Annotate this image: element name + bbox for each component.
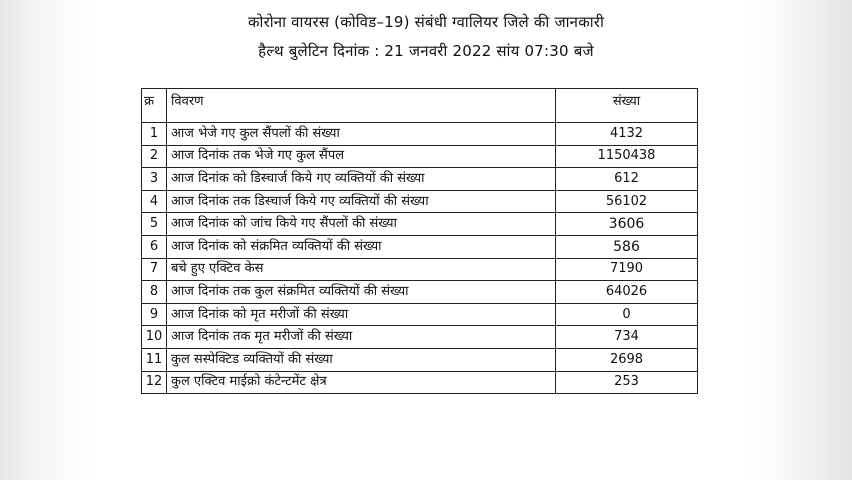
row-count: 56102 — [556, 190, 698, 213]
table-row — [142, 326, 698, 349]
table-row — [142, 281, 698, 304]
row-description: कुल सस्पेक्टिड व्यक्तियों की संख्या — [167, 348, 556, 371]
row-description: कुल एक्टिव माईक्रो कंटेन्टमेंट क्षेत्र — [167, 371, 556, 394]
row-description: बचे हुए एक्टिव केस — [167, 258, 556, 281]
row-description: आज दिनांक तक कुल संक्रमित व्यक्तियों की संख्या — [167, 281, 556, 304]
row-serial-no: 7 — [142, 258, 167, 281]
covid-bulletin-table — [141, 88, 698, 394]
table-row — [142, 168, 698, 191]
row-serial-no: 6 — [142, 235, 167, 258]
row-description: आज दिनांक को डिस्चार्ज किये गए व्यक्तियों की संख्या — [167, 168, 556, 191]
table-row — [142, 123, 698, 146]
row-serial-no: 10 — [142, 326, 167, 349]
row-count: 3606 — [556, 213, 698, 236]
right-page-shadow — [742, 0, 852, 480]
row-count: 0 — [556, 303, 698, 326]
row-description: आज दिनांक तक मृत मरीजों की संख्या — [167, 326, 556, 349]
header-count: संख्या — [556, 89, 698, 123]
row-serial-no: 2 — [142, 145, 167, 168]
row-count: 586 — [556, 235, 698, 258]
row-serial-no: 1 — [142, 123, 167, 146]
row-count: 612 — [556, 168, 698, 191]
row-description: आज दिनांक को जांच किये गए सैंपलों की संख्या — [167, 213, 556, 236]
row-count: 7190 — [556, 258, 698, 281]
header-serial-no: क्र — [142, 89, 167, 123]
table-row — [142, 145, 698, 168]
row-description: आज दिनांक तक भेजे गए कुल सैंपल — [167, 145, 556, 168]
row-count: 4132 — [556, 123, 698, 146]
row-count: 64026 — [556, 281, 698, 304]
table-row — [142, 348, 698, 371]
row-count: 253 — [556, 371, 698, 394]
row-serial-no: 11 — [142, 348, 167, 371]
table-row — [142, 371, 698, 394]
row-description: आज भेजे गए कुल सैंपलों की संख्या — [167, 123, 556, 146]
row-serial-no: 8 — [142, 281, 167, 304]
table-row — [142, 235, 698, 258]
table-row — [142, 190, 698, 213]
row-serial-no: 4 — [142, 190, 167, 213]
bulletin-title: कोरोना वायरस (कोविड–19) संबंधी ग्वालियर जिले की जानकारी — [247, 13, 605, 31]
row-count: 1150438 — [556, 145, 698, 168]
row-serial-no: 5 — [142, 213, 167, 236]
table-header-row — [142, 89, 698, 123]
header-description: विवरण — [167, 89, 556, 123]
table-row — [142, 258, 698, 281]
row-serial-no: 12 — [142, 371, 167, 394]
row-serial-no: 9 — [142, 303, 167, 326]
bulletin-subtitle: हैल्थ बुलेटिन दिनांक : 21 जनवरी 2022 सांय 07:30 बजे — [258, 42, 594, 60]
left-page-shadow — [0, 0, 95, 480]
row-description: आज दिनांक को संक्रमित व्यक्तियों की संख्या — [167, 235, 556, 258]
table-row — [142, 213, 698, 236]
row-serial-no: 3 — [142, 168, 167, 191]
table-row — [142, 303, 698, 326]
row-count: 734 — [556, 326, 698, 349]
row-description: आज दिनांक को मृत मरीजों की संख्या — [167, 303, 556, 326]
row-description: आज दिनांक तक डिस्चार्ज किये गए व्यक्तियों की संख्या — [167, 190, 556, 213]
row-count: 2698 — [556, 348, 698, 371]
